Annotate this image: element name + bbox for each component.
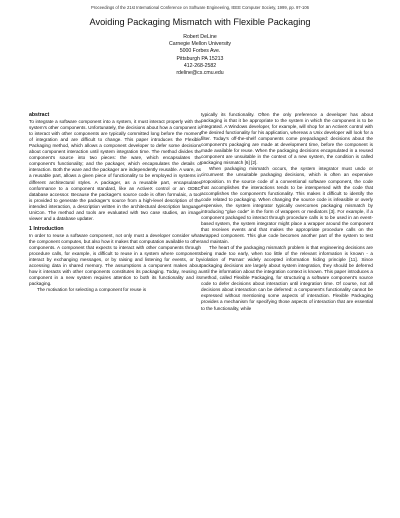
abstract-text: To integrate a software component into a system, it must interact properly with the system's other components. Unfortunately, the decisions about how a component is to interact with other components are typically committed long before the moment of integration and are difficult to change. This paper introduces the Flexible Packaging method, which allows a component developer to defer some decisions about component interaction until system integration time. The method divides the component's source into two pieces: the ware, which encapsulates the component's functionality; and the packager, which encapsulates the details of interaction. Both the ware and the packager are independently reusable. A ware, as a reusable part, allows a given piece of functionality to be employed in systems in different architectural styles. A packager, as a reusable part, encapsulates conformance to a component standard, like an ActiveX control or an ODBC database accessor. Because the packager's source code is often formulaic, a tool is provided to generate the packager's source from a high-level description of the intended interaction, a description written in the architectural description language UniCon. The method and tools are evaluated with two case studies, an image viewer and a database updater. <box>29 119 201 221</box>
author-name: Robert DeLine <box>183 34 217 40</box>
author-affiliation: Carnegie Mellon University <box>169 41 231 48</box>
author-address-line-1: 5000 Forbes Ave. <box>179 48 221 55</box>
right-paragraph-3: The heart of the packaging mismatch problem is that engineering decisions are being made too early, when too little of the relevant information is known - a violation of Parnas' widely accepted information hiding principle [11]. Since packaging decisions are largely about system integration, they should be deferred until the information about the integration context is known. This paper introduces a method, called Flexible Packaging, for structuring a software component's source code to defer decisions about interaction until integration time. Of course, not all decisions about interaction can be deferred: a component's functionality cannot be expressed without mentioning some aspects of interaction. Flexible Packaging provides a mechanism for specifying those aspects of interaction that are essential to the functionality, while <box>201 245 373 311</box>
abstract-heading: abstract <box>29 112 50 118</box>
author-block <box>0 34 400 77</box>
proceedings-header: Proceedings of the 21st International Conference on Software Engineering, IEEE Computer Society, 1999, pp. 97-106 <box>90 5 310 10</box>
right-paragraph-1: typically its functionality. Often the only preference a developer has about packaging is that it be appropriate to the system in which the component is to be integrated. A Windows developer, for example, will shop for an ActiveX control with the desired functionality for his application, whereas a Unix developer will look for a filter. Today's off-the-shelf components come prepackaged: decisions about the component's packaging are made at development time, before the component is made available for reuse. When the packaging decisions encapsulated in a reused component are unsuitable in the context of a new system, the condition is called packaging mismatch [6] [2]. <box>201 112 373 166</box>
right-paragraph-2: When packaging mismatch occurs, the system integrator must undo or circumvent the unsuitable packaging decisions, which is often an expensive proposition. In the source code of a conventional software component, the code that accomplishes the interactions tends to be interspersed with the code that accomplishes the component's functionality. This makes it difficult to identify the code related to packaging. When changing the source code is infeasible or overly expensive, the system integrator typically overcomes packaging mismatch by introducing "glue code" in the form of wrappers or mediators [3]. For example, if a component packaged to interact through procedure calls is to be used in an event-based system, the system integrator might place a wrapper around the component that receives events and that makes the appropriate procedure calls on the wrapped component. This glue code becomes another part of the system to test and maintain. <box>201 166 373 244</box>
paper-title: Avoiding Packaging Mismatch with Flexible Packaging <box>89 17 311 27</box>
left-column <box>29 112 201 293</box>
author-email: rdeline@cs.cmu.edu <box>176 70 224 77</box>
introduction-heading: 1 Introduction <box>29 225 64 232</box>
right-column <box>201 112 373 312</box>
intro-paragraph-1: In order to reuse a software component, not only must a developer consider what the component computes, but also how it makes that computation available to other components. A component that expects to interact with other components through procedure calls, for example, is difficult to reuse in a system where components interact by exchanging messages, or by raising and listening for events, or by accessing data in shared memory. The assumptions a component makes about how it interacts with other components constitutes its packaging. Today, reusing a component in a new system requires attention to both its functionality and its packaging. <box>29 232 201 287</box>
author-address-line-2: Pittsburgh PA 15213 <box>176 55 224 62</box>
intro-paragraph-2: The motivation for selecting a component for reuse is <box>37 287 147 293</box>
author-phone: 412-268-2582 <box>183 62 217 69</box>
